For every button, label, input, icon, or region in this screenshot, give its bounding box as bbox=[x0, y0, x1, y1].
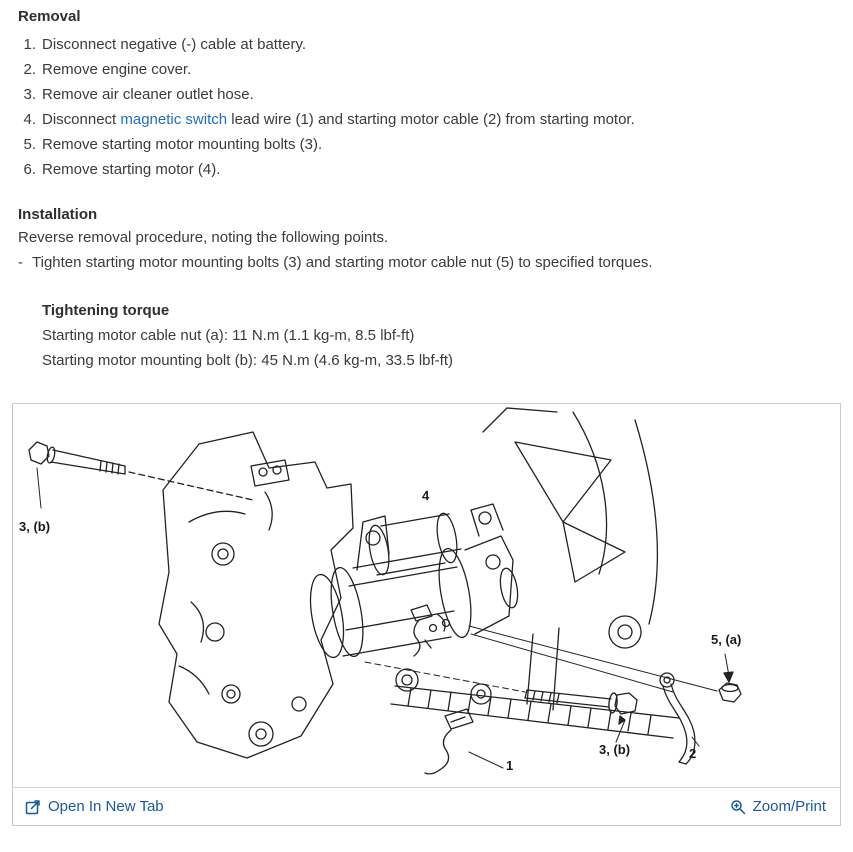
figure-box bbox=[12, 403, 841, 826]
torque-heading: Tightening torque bbox=[42, 302, 170, 319]
installation-bullet bbox=[18, 250, 839, 275]
step-text: Disconnect negative (-) cable at battery. bbox=[42, 36, 307, 53]
removal-steps bbox=[18, 32, 839, 182]
removal-heading: Removal bbox=[18, 8, 81, 25]
step-text: Remove engine cover. bbox=[42, 61, 192, 78]
zoom-icon bbox=[730, 799, 746, 815]
step-text: Remove air cleaner outlet hose. bbox=[42, 86, 254, 103]
removal-step bbox=[18, 82, 839, 107]
removal-step bbox=[18, 132, 839, 157]
starter-motor-line-art bbox=[13, 404, 840, 788]
magnetic-switch-link[interactable]: magnetic switch bbox=[120, 111, 228, 128]
torque-line: Starting motor mounting bolt (b): 45 N.m (4.6 kg-m, 33.5 lbf-ft) bbox=[42, 352, 453, 369]
removal-step bbox=[18, 32, 839, 57]
installation-heading: Installation bbox=[18, 206, 98, 223]
installation-intro: Reverse removal procedure, noting the following points. bbox=[18, 229, 389, 246]
torque-block bbox=[42, 298, 839, 373]
step-number: 1. bbox=[23, 36, 36, 53]
bullet-dash: - bbox=[18, 254, 23, 271]
open-in-new-tab-icon bbox=[25, 799, 41, 815]
callout-starter-motor-4: 4 bbox=[422, 488, 430, 503]
removal-step bbox=[18, 107, 839, 132]
callout-bolt-3b-bottom: 3, (b) bbox=[599, 742, 631, 757]
callout-lead-wire-1: 1 bbox=[506, 758, 514, 773]
callout-cable-2: 2 bbox=[689, 746, 697, 761]
starter-motor-diagram bbox=[13, 404, 840, 788]
callout-bolt-3b-top: 3, (b) bbox=[19, 519, 51, 534]
step-number: 6. bbox=[23, 161, 36, 178]
step-number: 2. bbox=[23, 61, 36, 78]
step-text: Remove starting motor mounting bolts (3). bbox=[42, 136, 323, 153]
figure-footer bbox=[13, 788, 840, 825]
zoom-print-link[interactable] bbox=[730, 798, 826, 815]
step-text-before: Disconnect bbox=[42, 111, 121, 128]
open-in-new-tab-link[interactable] bbox=[25, 798, 164, 815]
procedure-text bbox=[0, 0, 853, 373]
step-text-after: lead wire (1) and starting motor cable (2) from starting motor. bbox=[227, 111, 635, 128]
removal-step bbox=[18, 57, 839, 82]
step-number: 3. bbox=[23, 86, 36, 103]
step-text bbox=[42, 107, 839, 132]
step-text: Remove starting motor (4). bbox=[42, 161, 221, 178]
removal-step bbox=[18, 157, 839, 182]
step-number: 4. bbox=[23, 111, 36, 128]
torque-line: Starting motor cable nut (a): 11 N.m (1.1 kg-m, 8.5 lbf-ft) bbox=[42, 327, 415, 344]
zoom-print-label: Zoom/Print bbox=[752, 798, 826, 815]
callout-cable-nut-5a: 5, (a) bbox=[711, 632, 742, 647]
step-number: 5. bbox=[23, 136, 36, 153]
bullet-text: Tighten starting motor mounting bolts (3) and starting motor cable nut (5) to specified torques. bbox=[32, 254, 653, 271]
open-in-new-tab-label: Open In New Tab bbox=[48, 798, 164, 815]
